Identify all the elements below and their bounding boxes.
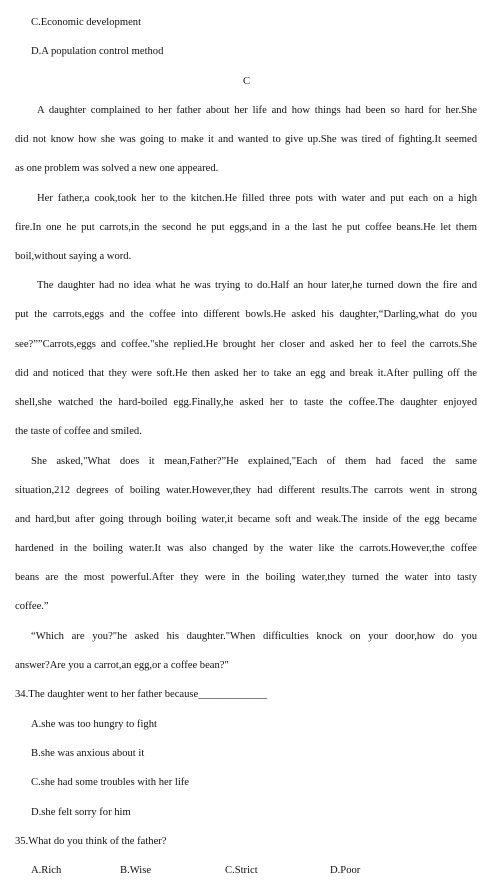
passage-line: beans are the most powerful.After they were in the boiling water,they turned the water into tasty [15,572,477,583]
passage-line: hardened in the boiling water.It was also changed by the water like the carrots.However,the coffee [15,543,477,554]
passage-line: did and noticed that they were soft.He then asked her to take an egg and break it.After pulling off the [15,368,477,379]
question-35-option-b: B.Wise [120,865,152,876]
question-34-option-a: A.she was too hungry to fight [31,719,157,730]
passage-line: see?””Carrots,eggs and coffee."she replied.He brought her closer and asked her to feel the carrots.She [15,339,477,350]
question-34-option-c: C.she had some troubles with her life [31,777,189,788]
question-35-option-a: A.Rich [31,865,62,876]
prev-option-c: C.Economic development [31,17,142,28]
passage-line: situation,212 degrees of boiling water.However,they had different results.The carrots went in strong [15,485,477,496]
question-34-option-d: D.she felt sorry for him [31,807,131,818]
passage-line: did not know how she was going to make it and wanted to give up.She was tired of fighting.It seemed [15,134,477,145]
passage-line: A daughter complained to her father about her life and how things had been so hard for her.She [37,105,477,116]
passage-line: coffee.” [15,601,49,612]
question-35-option-c: C.Strict [225,865,258,876]
passage-line: as one problem was solved a new one appeared. [15,163,219,174]
passage-line: the taste of coffee and smiled. [15,426,142,437]
passage-line: The daughter had no idea what he was trying to do.Half an hour later,he turned down the fire and [37,280,477,291]
passage-line: boil,without saying a word. [15,251,132,262]
passage-line: “Which are you?"he asked his daughter."When difficulties knock on your door,how do you [31,631,477,642]
question-35-option-d: D.Poor [330,865,361,876]
passage-line: She asked,"What does it mean,Father?”He explained,"Each of them had faced the same [31,456,477,467]
section-label: C [242,76,251,87]
prev-option-d: D.A population control method [31,46,164,57]
passage-line: put the carrots,eggs and the coffee into different bowls.He asked his daughter,“Darling,what do you [15,309,477,320]
passage-line: fire.In one he put carrots,in the second he put eggs,and in a the last he put coffee beans.He let them [15,222,477,233]
question-34-option-b: B.she was anxious about it [31,748,145,759]
question-34-stem: 34.The daughter went to her father because_____________ [15,689,268,700]
passage-line: and hard,but after going through boiling water,it became soft and weak.The inside of the egg became [15,514,477,525]
passage-line: answer?Are you a carrot,an egg,or a coffee bean?" [15,660,229,671]
passage-line: shell,she watched the hard-boiled egg.Finally,he asked her to taste the coffee.The daughter enjoyed [15,397,477,408]
passage-line: Her father,a cook,took her to the kitchen.He filled three pots with water and put each on a high [37,193,477,204]
question-35-stem: 35.What do you think of the father? [15,836,167,847]
